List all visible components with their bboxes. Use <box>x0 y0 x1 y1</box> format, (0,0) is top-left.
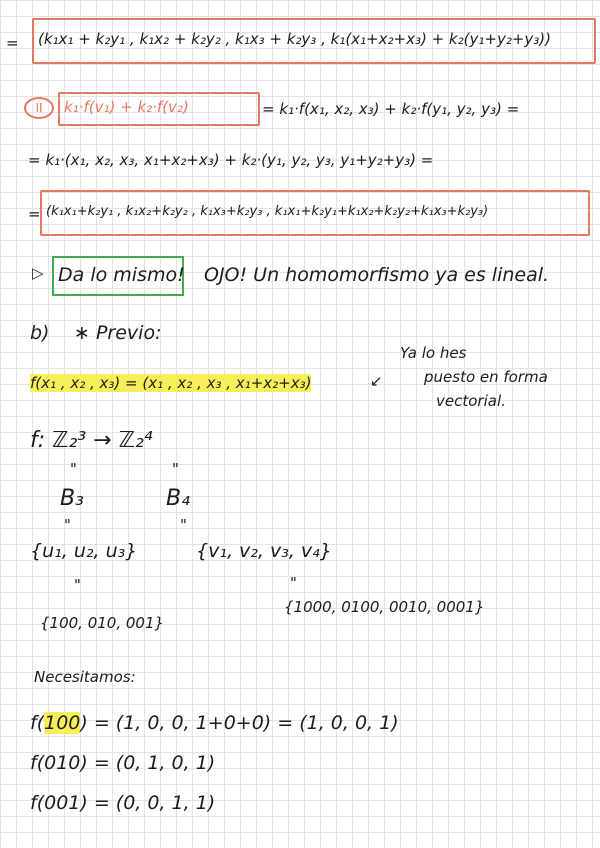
canonical-basis-z2-3: {100, 010, 001} <box>40 614 165 632</box>
equals-mark: " <box>180 516 187 534</box>
need-title: Necesitamos: <box>34 668 136 686</box>
image-row-1 <box>30 712 399 734</box>
top-equals: = <box>6 34 19 52</box>
part-ii-rest-expression: = k₁·f(x₁, x₂, x₃) + k₂·f(y₁, y₂, y₃) = <box>262 100 520 118</box>
equals-mark: " <box>172 460 179 478</box>
basis-v-set: {v₁, v₂, v₃, v₄} <box>196 540 332 562</box>
aside-note-line3: vectorial. <box>436 392 506 410</box>
equals-mark: " <box>64 516 71 534</box>
image-row-1-highlight: 100 <box>44 712 81 734</box>
basis-b3: B₃ <box>60 486 84 511</box>
part-b-title: ∗ Previo: <box>74 322 162 344</box>
equals-mark: " <box>290 574 297 592</box>
arrow-icon: ▷ <box>32 264 44 282</box>
basis-b4: B₄ <box>166 486 190 511</box>
top-result-expression: (k₁x₁ + k₂y₁ , k₁x₂ + k₂y₂ , k₁x₃ + k₂y₃ , k₁(x₁+x₂+x₃) + k₂(y₁+y₂+y₃)) <box>38 30 551 48</box>
part-ii-line3-equals: = <box>28 205 41 223</box>
image-row-1-prefix: f( <box>30 712 45 734</box>
part-ii-line2: = k₁·(x₁, x₂, x₃, x₁+x₂+x₃) + k₂·(y₁, y₂, y₃, y₁+y₂+y₃) = <box>28 151 434 169</box>
map-formula: f(x₁ , x₂ , x₃) = (x₁ , x₂ , x₃ , x₁+x₂+x₃) <box>30 374 312 392</box>
aside-note-line1: Ya lo hes <box>400 344 467 362</box>
part-ii-label: II <box>24 97 54 119</box>
image-row-3: f(001) = (0, 0, 1, 1) <box>30 792 216 814</box>
image-row-1-suffix: ) = (1, 0, 0, 1+0+0) = (1, 0, 0, 1) <box>80 712 399 734</box>
image-row-2: f(010) = (0, 1, 0, 1) <box>30 752 216 774</box>
basis-u-set: {u₁, u₂, u₃} <box>30 540 138 562</box>
part-b-label: b) <box>30 322 50 344</box>
homomorphism-note: OJO! Un homomorfismo ya es lineal. <box>204 264 550 286</box>
map-domain-codomain: f: ℤ₂³ → ℤ₂⁴ <box>30 428 153 453</box>
aside-arrow-icon: ↙ <box>370 372 383 390</box>
equals-mark: " <box>74 576 81 594</box>
equals-mark: " <box>70 460 77 478</box>
same-result-text: Da lo mismo! <box>58 264 185 286</box>
canonical-basis-z2-4: {1000, 0100, 0010, 0001} <box>284 598 485 616</box>
part-ii-result-expression: (k₁x₁+k₂y₁ , k₁x₂+k₂y₂ , k₁x₃+k₂y₃ , k₁x₁+k₂y₁+k₁x₂+k₂y₂+k₁x₃+k₂y₃) <box>46 204 489 219</box>
aside-note-line2: puesto en forma <box>424 368 548 386</box>
part-ii-boxed-expression: k₁·f(v₁) + k₂·f(v₂) <box>64 98 189 116</box>
